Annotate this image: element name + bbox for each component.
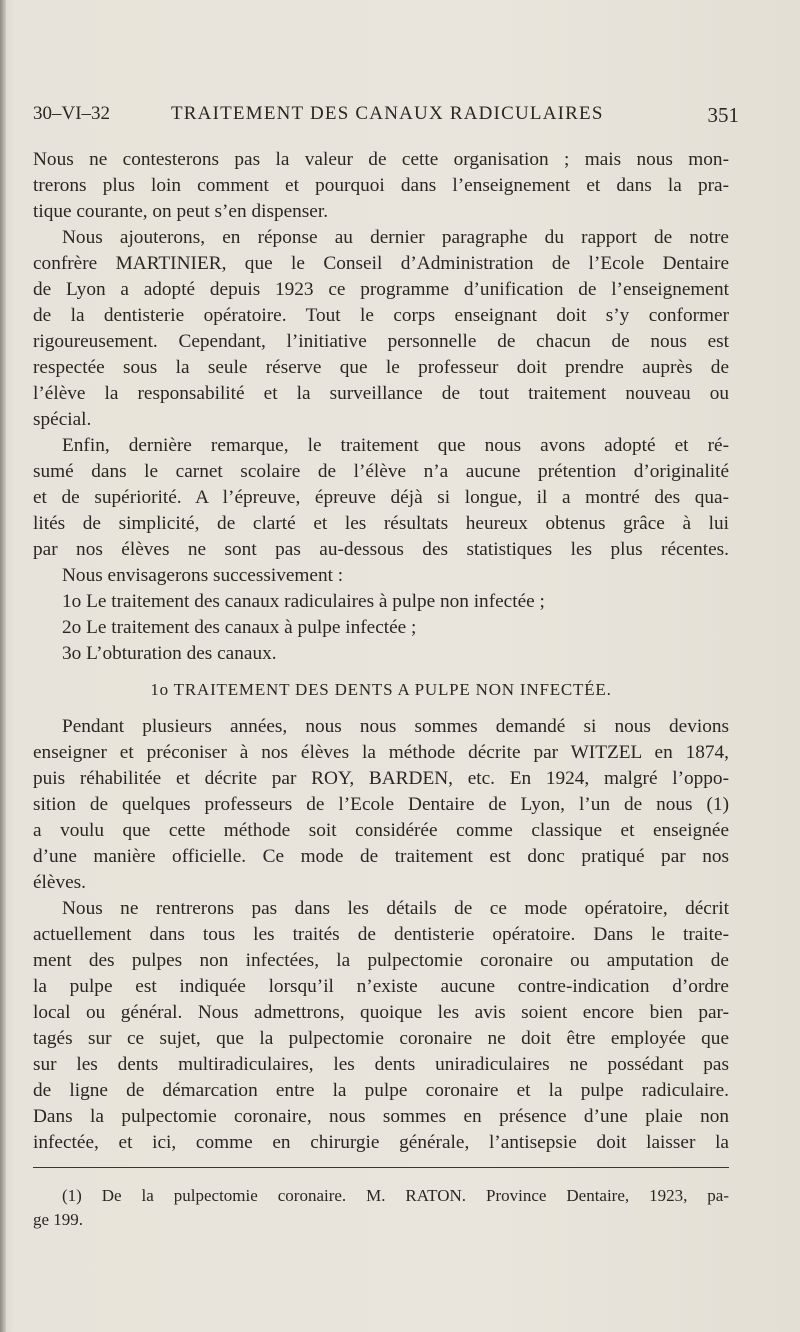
text-line: spécial. xyxy=(33,409,92,430)
text-line: local ou général. Nous admettrons, quoique les avis soient encore bien par- xyxy=(33,1002,729,1023)
text-line: 1o Le traitement des canaux radiculaires à pulpe non infectée ; xyxy=(62,591,545,612)
text-line: Nous ne contesterons pas la valeur de cette organisation ; mais nous mon- xyxy=(33,149,729,170)
text-line: par nos élèves ne sont pas au-dessous des statistiques les plus récentes. xyxy=(33,539,729,560)
text-line: l’élève la responsabilité et la surveillance de tout traitement nouveau ou xyxy=(33,383,729,404)
text-line: Nous envisagerons successivement : xyxy=(62,565,344,586)
text-line: Pendant plusieurs années, nous nous sommes demandé si nous devions xyxy=(62,716,729,737)
footnote-line: ge 199. xyxy=(33,1210,84,1229)
text-line: de la dentisterie opératoire. Tout le corps enseignant doit s’y conformer xyxy=(33,305,729,326)
footnote-line: (1) De la pulpectomie coronaire. M. RATON. Province Dentaire, 1923, pa- xyxy=(62,1186,729,1205)
text-line: rigoureusement. Cependant, l’initiative personnelle de chacun de nous est xyxy=(33,331,729,352)
text-line: 3o L’obturation des canaux. xyxy=(62,643,277,664)
footnote-rule xyxy=(33,1167,729,1168)
text-line: puis réhabilitée et décrite par ROY, BARDEN, etc. En 1924, malgré l’oppo- xyxy=(33,768,729,789)
text-line: confrère MARTINIER, que le Conseil d’Administration de l’Ecole Dentaire xyxy=(33,253,729,274)
text-line: actuellement dans tous les traités de dentisterie opératoire. Dans le traite- xyxy=(33,924,729,945)
text-line: ment des pulpes non infectées, la pulpectomie coronaire ou amputation de xyxy=(33,950,729,971)
header-date: 30–VI–32 xyxy=(33,103,111,124)
text-line: tagés sur ce sujet, que la pulpectomie coronaire ne doit être employée que xyxy=(33,1028,729,1049)
text-line: infectée, et ici, comme en chirurgie générale, l’antisepsie doit laisser la xyxy=(33,1132,729,1153)
section-heading-wrap xyxy=(33,680,729,706)
text-line: sition de quelques professeurs de l’Ecole Dentaire de Lyon, l’un de nous (1) xyxy=(33,794,729,815)
text-line: Dans la pulpectomie coronaire, nous sommes en présence d’une plaie non xyxy=(33,1106,729,1127)
page-spine-shadow xyxy=(0,0,6,1332)
text-line: de ligne de démarcation entre la pulpe coronaire et la pulpe radiculaire. xyxy=(33,1080,729,1101)
text-line: élèves. xyxy=(33,872,86,893)
text-line: d’une manière officielle. Ce mode de traitement est donc pratiqué par nos xyxy=(33,846,729,867)
text-line: 2o Le traitement des canaux à pulpe infectée ; xyxy=(62,617,417,638)
text-line: a voulu que cette méthode soit considérée comme classique et enseignée xyxy=(33,820,729,841)
text-line: enseigner et préconiser à nos élèves la méthode décrite par WITZEL en 1874, xyxy=(33,742,729,763)
text-line: la pulpe est indiquée lorsqu’il n’existe aucune contre-indication d’ordre xyxy=(33,976,729,997)
section-title: 1o TRAITEMENT DES DENTS A PULPE NON INFECTÉE. xyxy=(150,680,612,699)
text-line: Enfin, dernière remarque, le traitement que nous avons adopté et ré- xyxy=(62,435,729,456)
running-header xyxy=(33,103,739,131)
page-number: 351 xyxy=(707,103,739,127)
text-line: trerons plus loin comment et pourquoi dans l’enseignement et dans la pra- xyxy=(33,175,729,196)
text-line: de Lyon a adopté depuis 1923 ce programme d’unification de l’enseignement xyxy=(33,279,729,300)
text-line: sumé dans le carnet scolaire de l’élève n’a aucune prétention d’originalité xyxy=(33,461,729,482)
text-line: et de supériorité. A l’épreuve, épreuve déjà si longue, il a montré des qua- xyxy=(33,487,729,508)
text-line: sur les dents multiradiculaires, les dents uniradiculaires ne possédant pas xyxy=(33,1054,729,1075)
header-title: TRAITEMENT DES CANAUX RADICULAIRES xyxy=(171,103,604,124)
text-line: Nous ne rentrerons pas dans les détails de ce mode opératoire, décrit xyxy=(62,898,729,919)
text-line: tique courante, on peut s’en dispenser. xyxy=(33,201,329,222)
text-line: lités de simplicité, de clarté et les résultats heureux obtenus grâce à lui xyxy=(33,513,729,534)
text-line: Nous ajouterons, en réponse au dernier paragraphe du rapport de notre xyxy=(62,227,729,248)
text-line: respectée sous la seule réserve que le professeur doit prendre auprès de xyxy=(33,357,729,378)
